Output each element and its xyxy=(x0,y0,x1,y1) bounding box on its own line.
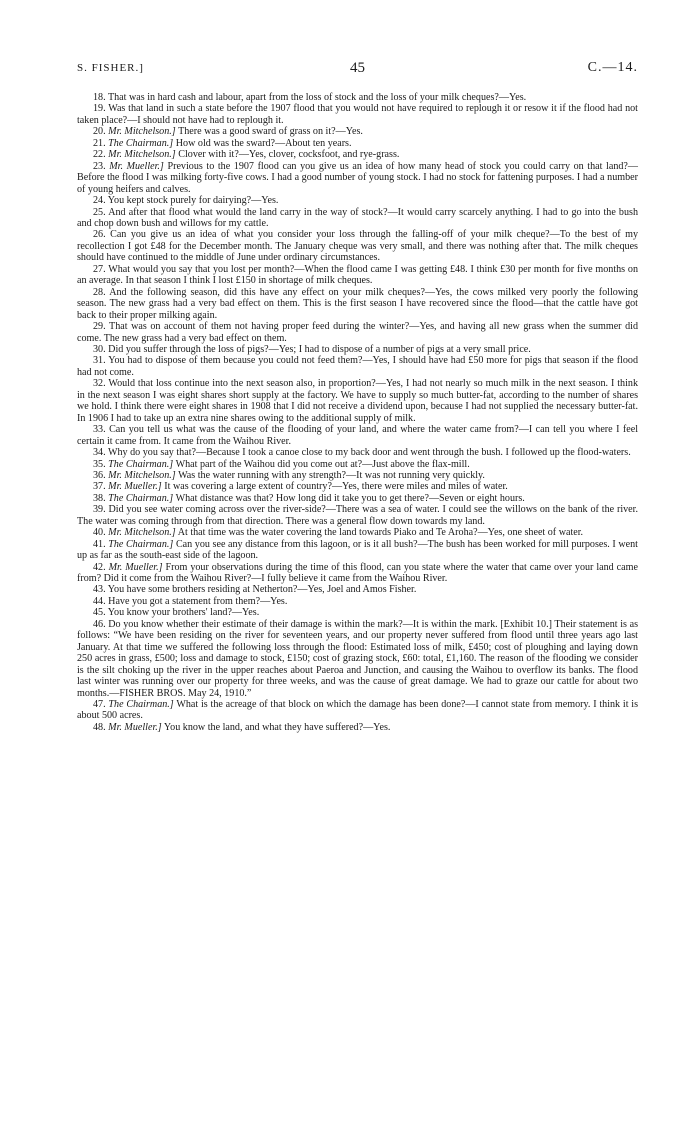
question-answer-text: You know the land, and what they have suffered?—Yes. xyxy=(163,721,391,733)
question-answer-text: Clover with it?—Yes, clover, cocksfoot, and rye-grass. xyxy=(178,149,400,161)
question-number: 34. xyxy=(93,447,106,459)
speaker-label: Mr. Mueller.] xyxy=(108,721,162,733)
testimony-paragraph xyxy=(77,470,638,481)
question-number: 22. xyxy=(93,149,106,161)
testimony-paragraph xyxy=(77,378,638,424)
question-answer-text: What part of the Waihou did you come out at?—Just above the flax-mill. xyxy=(175,458,470,470)
question-answer-text: Can you see any distance from this lagoon, or is it all bush?—The bush has been worked for mill purposes. I went up as far as the south-east side of the lagoon. xyxy=(77,538,638,562)
speaker-label: Mr. Mueller.] xyxy=(108,561,163,573)
question-number: 20. xyxy=(93,126,106,138)
question-number: 18. xyxy=(93,92,106,103)
question-number: 30. xyxy=(93,343,106,355)
question-number: 25. xyxy=(93,206,106,218)
speaker-label: Mr. Mueller.] xyxy=(109,160,164,172)
testimony-paragraph xyxy=(77,596,638,607)
testimony-paragraph xyxy=(77,138,638,149)
question-answer-text: Have you got a statement from them?—Yes. xyxy=(108,595,288,607)
testimony-paragraph xyxy=(77,264,638,287)
testimony-paragraph xyxy=(77,344,638,355)
question-number: 33. xyxy=(93,424,106,436)
question-answer-text: There was a good sward of grass on it?—Yes. xyxy=(178,126,363,138)
question-answer-text: Was that land in such a state before the 1907 flood that you would not have required to replough it or resow it if the flood had not taken place?—I should not have had to replough it. xyxy=(77,103,638,126)
question-answer-text: Was the water running with any strength?—It was not running very quickly. xyxy=(178,469,485,481)
question-answer-text: What would you say that you lost per month?—When the flood came I was getting £48. I think £30 per month for five months on an average. In that season I think I lost £150 in shortage of milk cheques. xyxy=(77,263,638,287)
testimony-paragraph xyxy=(77,103,638,126)
question-answer-text: Why do you say that?—Because I took a canoe close to my back door and went through the bush. I followed up the flood-waters. xyxy=(107,447,631,459)
question-answer-text: And after that flood what would the land carry in the way of stock?—It would carry scarcely anything. I had to go into the bush and chop down bush and willows for my cattle. xyxy=(77,206,639,229)
question-number: 39. xyxy=(93,504,106,516)
question-number: 37. xyxy=(93,481,106,493)
question-answer-text: From your observations during the time of this flood, can you state where the water that came over your land came from? Did it come from the Waihou River?—I fully believe it came from the Waihou River. xyxy=(77,561,638,585)
question-number: 36. xyxy=(93,469,106,481)
question-answer-text: How old was the sward?—About ten years. xyxy=(175,137,352,149)
question-answer-text: Did you see water coming across over the river-side?—There was a sea of water. I could see the willows on the bank of the river. The water was coming through from that direction. There was a general flow down towards my land. xyxy=(77,504,638,527)
testimony-paragraph xyxy=(77,229,638,263)
question-answer-text: Would that loss continue into the next season also, in proportion?—Yes, I had not nearly so much milk in the next season. I think in the next season I was eight shares short supply at the factory. We have to supply so much butter-fat, according to the number of shares we hold. I think there were eight shares in 1908 that I did not receive a dividend upon, because I had not supplied the necessary butter-fat. In 1906 I had to take up an extra nine shares owing to the additional supply of milk. xyxy=(77,378,638,424)
testimony-paragraph xyxy=(77,607,638,618)
testimony-paragraph xyxy=(77,321,638,344)
question-number: 45. xyxy=(93,607,106,619)
question-number: 41. xyxy=(93,538,106,550)
question-answer-text: Did you suffer through the loss of pigs?—Yes; I had to dispose of a number of pigs at a very small price. xyxy=(108,343,531,355)
question-number: 42. xyxy=(93,561,106,573)
witness-name: S. FISHER.] xyxy=(77,62,144,74)
testimony-paragraph xyxy=(77,287,638,321)
testimony-paragraph xyxy=(77,527,638,538)
testimony-paragraph xyxy=(77,493,638,504)
testimony-paragraph xyxy=(77,195,638,206)
question-answer-text: Can you tell us what was the cause of the flooding of your land, and where the water came from?—I can tell you where I feel certain it came from. It came from the Waihou River. xyxy=(77,424,638,447)
speaker-label: The Chairman.] xyxy=(108,137,174,149)
testimony-paragraph xyxy=(77,92,638,103)
speaker-label: Mr. Mueller.] xyxy=(108,481,162,493)
question-number: 29. xyxy=(93,321,106,333)
testimony-paragraph xyxy=(77,459,638,470)
question-number: 46. xyxy=(93,618,106,630)
testimony-paragraph xyxy=(77,161,638,195)
testimony-paragraph xyxy=(77,584,638,595)
question-answer-text: You had to dispose of them because you could not feed them?—Yes, I should have had £50 more for pigs that season if the flood had not come. xyxy=(77,355,638,378)
question-number: 48. xyxy=(93,721,106,733)
speaker-label: The Chairman.] xyxy=(108,699,174,711)
testimony-paragraph xyxy=(77,207,638,230)
question-number: 27. xyxy=(93,263,106,275)
question-answer-text: Previous to the 1907 flood can you give us an idea of how many head of stock you could carry on that land?—Before the flood I was milking forty-five cows. I had a good number of young stock. I had no stock for fattening purposes. I had a number of young heifers and calves. xyxy=(77,160,638,195)
speaker-label: The Chairman.] xyxy=(108,492,174,504)
testimony-paragraph xyxy=(77,699,638,722)
document-reference: C.—14. xyxy=(587,60,638,75)
question-number: 47. xyxy=(93,699,106,711)
testimony-paragraph xyxy=(77,447,638,458)
testimony-paragraph xyxy=(77,504,638,527)
testimony-paragraph xyxy=(77,424,638,447)
testimony-body xyxy=(77,92,638,733)
question-number: 32. xyxy=(93,378,106,390)
question-number: 35. xyxy=(93,458,106,470)
testimony-paragraph xyxy=(77,619,638,699)
question-number: 21. xyxy=(93,137,106,149)
speaker-label: Mr. Mitchelson.] xyxy=(108,126,176,138)
speaker-label: The Chairman.] xyxy=(108,458,174,470)
question-number: 23. xyxy=(93,160,106,172)
question-answer-text: What is the acreage of that block on which the damage has been done?—I cannot state from memory. I think it is about 500 acres. xyxy=(77,699,639,722)
testimony-paragraph xyxy=(77,149,638,160)
question-answer-text: You have some brothers residing at Netherton?—Yes, Joel and Amos Fisher. xyxy=(107,584,417,596)
question-number: 44. xyxy=(93,595,106,607)
question-number: 40. xyxy=(93,527,106,539)
question-number: 43. xyxy=(93,584,106,596)
testimony-paragraph xyxy=(77,126,638,137)
question-answer-text: That was in hard cash and labour, apart from the loss of stock and the loss of your milk cheques?—Yes. xyxy=(107,92,527,103)
page-number: 45 xyxy=(350,60,365,76)
page-header xyxy=(77,60,638,80)
question-answer-text: At that time was the water covering the land towards Piako and Te Aroha?—Yes, one sheet of water. xyxy=(177,527,584,539)
question-number: 19. xyxy=(93,103,106,115)
testimony-paragraph xyxy=(77,562,638,585)
testimony-paragraph xyxy=(77,355,638,378)
question-number: 24. xyxy=(93,195,106,207)
testimony-paragraph xyxy=(77,481,638,492)
testimony-paragraph xyxy=(77,539,638,562)
question-number: 31. xyxy=(93,355,106,367)
question-answer-text: What distance was that? How long did it take you to get there?—Seven or eight hours. xyxy=(175,492,525,504)
question-number: 28. xyxy=(93,286,106,298)
question-answer-text: Can you give us an idea of what you consider your loss through the falling-off of your milk cheque?—To the best of my recollection I got £48 for the December month. The January cheque was very small, and there was nothing after that. The milk cheques should have continued to the middle of June under ordinary circumstances. xyxy=(77,229,638,264)
question-answer-text: It was covering a large extent of country?—Yes, there were miles and miles of water. xyxy=(164,481,508,493)
testimony-paragraph xyxy=(77,722,638,733)
question-answer-text: You know your brothers' land?—Yes. xyxy=(107,607,260,619)
speaker-label: The Chairman.] xyxy=(108,538,174,550)
speaker-label: Mr. Mitchelson.] xyxy=(108,527,176,539)
question-answer-text: That was on account of them not having proper feed during the winter?—Yes, and having all new grass when the summer did come. The new grass had a very bad effect on them. xyxy=(77,321,639,344)
speaker-label: Mr. Mitchelson.] xyxy=(108,149,176,161)
question-answer-text: Do you know whether their estimate of their damage is within the mark?—It is within the mark. [Exhibit 10.] Their statement is as follows: “We have been residing on the river for seventeen years, and our property never suffered from flood until three years ago last January. At that time we suffered the following loss through the flood: Estimated loss of milk, £450; cost of ploughing and laying down 250 acres in grass, £500; loss and damage to stock, £150; cost of grazing stock, £60: total, £1,160. The reason of the flooding we consider is the silt choking up the river in the upper reaches about Paeroa and Junction, and causing the Waihou to overflow its banks. The flood last winter was running over our property for three weeks, and was the cause of great damage. We had to graze our cattle for about two months.—FISHER BROS. May 24, 1910.” xyxy=(77,618,638,699)
question-number: 38. xyxy=(93,492,106,504)
question-number: 26. xyxy=(93,229,106,241)
question-answer-text: And the following season, did this have any effect on your milk cheques?—Yes, the cows milked very poorly the following season. The new grass had a very bad effect on them. This is the first season I have recovered since the flood—that the cattle have got back to their proper milking again. xyxy=(77,286,638,321)
question-answer-text: You kept stock purely for dairying?—Yes. xyxy=(107,195,279,207)
speaker-label: Mr. Mitchelson.] xyxy=(108,469,176,481)
